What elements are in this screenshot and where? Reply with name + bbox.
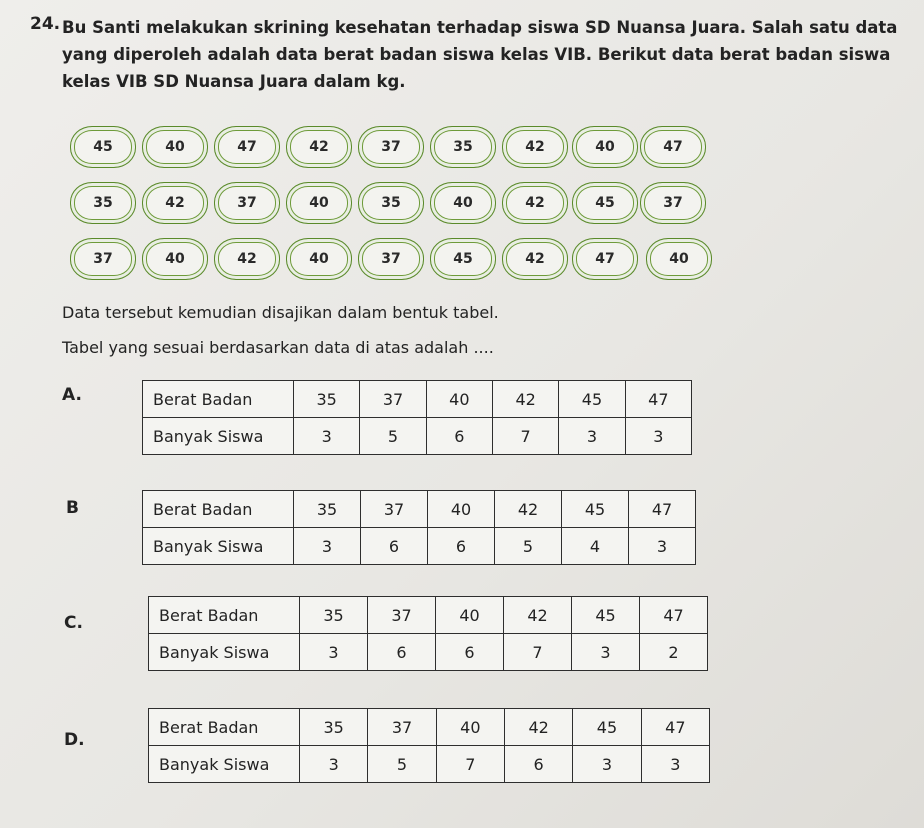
weight-cell: 40 [426,381,492,418]
weight-cell: 35 [294,381,360,418]
question-text: Bu Santi melakukan skrining kesehatan terhadap siswa SD Nuansa Juara. Salah satu data yang diperoleh adalah data berat badan siswa kelas VIB. Berikut data berat badan siswa kelas VIB SD Nuansa Juara dalam kg. [62,18,898,91]
count-header: Banyak Siswa [149,746,300,783]
count-cell: 6 [426,418,492,455]
weight-cell: 37 [361,491,428,528]
weight-bubble: 40 [430,182,496,224]
count-cell: 3 [573,746,641,783]
weight-cell: 42 [492,381,558,418]
count-cell: 7 [492,418,558,455]
count-cell: 5 [495,528,562,565]
weight-cell: 37 [368,597,436,634]
count-cell: 3 [629,528,696,565]
weight-cell: 40 [436,709,504,746]
count-cell: 3 [572,634,640,671]
weight-cell: 45 [562,491,629,528]
weight-cell: 42 [504,597,572,634]
weight-bubble: 42 [502,182,568,224]
count-cell: 3 [294,528,361,565]
weight-bubble: 37 [358,126,424,168]
count-cell: 6 [428,528,495,565]
weight-bubble: 47 [572,238,638,280]
option-d-table[interactable] [148,708,710,783]
weight-bubble: 40 [286,238,352,280]
count-cell: 3 [559,418,625,455]
weight-bubble: 40 [572,126,638,168]
weight-cell: 45 [573,709,641,746]
count-cell: 3 [625,418,691,455]
weight-bubble: 35 [430,126,496,168]
weight-bubble: 37 [70,238,136,280]
count-cell: 3 [294,418,360,455]
weight-cell: 47 [641,709,709,746]
weight-bubble: 45 [70,126,136,168]
weight-bubble: 35 [70,182,136,224]
weight-cell: 40 [436,597,504,634]
weight-cell: 47 [640,597,708,634]
count-header: Banyak Siswa [149,634,300,671]
option-b-letter: B [66,498,79,518]
weight-bubble: 42 [286,126,352,168]
weight-bubble: 40 [142,126,208,168]
weight-cell: 42 [495,491,562,528]
weight-bubble: 40 [646,238,712,280]
weight-cell: 45 [572,597,640,634]
weight-cell: 37 [368,709,436,746]
count-cell: 6 [436,634,504,671]
count-header: Banyak Siswa [143,528,294,565]
weight-cell: 35 [294,491,361,528]
weight-bubble: 37 [640,182,706,224]
weight-bubble: 37 [358,238,424,280]
option-a-letter: A. [62,385,82,405]
count-cell: 5 [360,418,426,455]
weight-header: Berat Badan [149,709,300,746]
option-b-table[interactable] [142,490,696,565]
option-c-table[interactable] [148,596,708,671]
question-number: 24. [30,14,61,34]
count-cell: 6 [368,634,436,671]
weight-bubble: 45 [572,182,638,224]
weight-cell: 40 [428,491,495,528]
weight-bubble: 42 [142,182,208,224]
weight-header: Berat Badan [143,381,294,418]
count-cell: 7 [436,746,504,783]
weight-bubble: 42 [214,238,280,280]
count-cell: 4 [562,528,629,565]
option-c-letter: C. [64,613,83,633]
count-cell: 6 [504,746,572,783]
weight-bubble: 42 [502,126,568,168]
count-cell: 3 [641,746,709,783]
weight-bubble: 42 [502,238,568,280]
option-a-table[interactable] [142,380,692,455]
count-cell: 2 [640,634,708,671]
count-cell: 7 [504,634,572,671]
weight-header: Berat Badan [149,597,300,634]
weight-header: Berat Badan [143,491,294,528]
weight-cell: 47 [625,381,691,418]
weight-bubble: 40 [142,238,208,280]
weight-bubble: 37 [214,182,280,224]
count-cell: 6 [361,528,428,565]
count-cell: 5 [368,746,436,783]
weight-bubble: 47 [640,126,706,168]
prompt-text: Tabel yang sesuai berdasarkan data di atas adalah .... [62,338,494,357]
weight-bubble: 47 [214,126,280,168]
count-cell: 3 [300,634,368,671]
weight-bubble: 40 [286,182,352,224]
option-d-letter: D. [64,730,85,750]
weight-bubble: 45 [430,238,496,280]
weight-cell: 35 [300,709,368,746]
weight-cell: 35 [300,597,368,634]
count-cell: 3 [300,746,368,783]
weight-bubble: 35 [358,182,424,224]
count-header: Banyak Siswa [143,418,294,455]
weight-cell: 47 [629,491,696,528]
weight-cell: 37 [360,381,426,418]
weight-cell: 42 [504,709,572,746]
weight-cell: 45 [559,381,625,418]
table-intro-text: Data tersebut kemudian disajikan dalam bentuk tabel. [62,303,499,322]
